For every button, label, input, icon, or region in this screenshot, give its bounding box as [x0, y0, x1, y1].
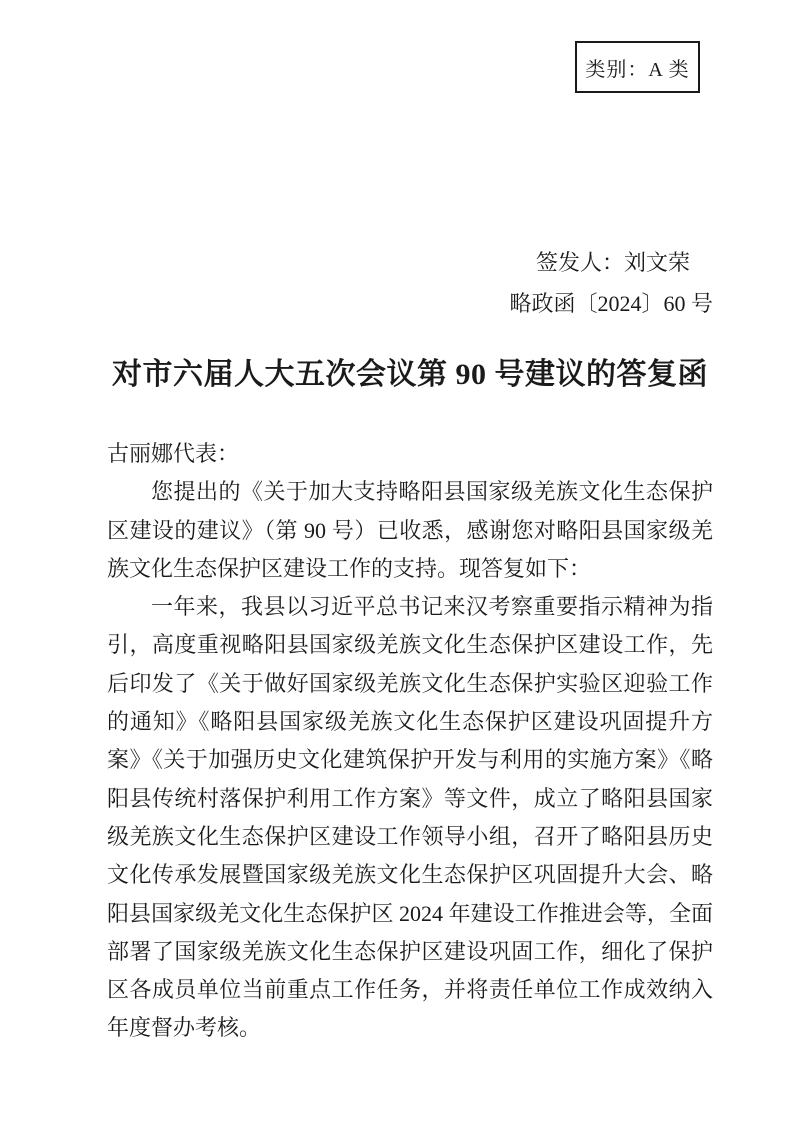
- paragraph-1: 您提出的《关于加大支持略阳县国家级羌族文化生态保护区建设的建议》（第 90 号）已收悉，感谢您对略阳县国家级羌族文化生态保护区建设工作的支持。现答复如下：: [107, 479, 713, 581]
- category-label: 类别：A 类: [585, 58, 690, 81]
- salutation: 古丽娜代表：: [107, 441, 240, 466]
- category-box: [575, 41, 700, 93]
- doc-body: [107, 435, 713, 1048]
- paragraph-2: 一年来，我县以习近平总书记来汉考察重要指示精神为指引，高度重视略阳县国家级羌族文化生态保护区建设工作，先后印发了《关于做好国家级羌族文化生态保护实验区迎验工作的通知》《略阳县国家级羌族文化生态保护区建设巩固提升方案》《关于加强历史文化建筑保护开发与利用的实施方案》《略阳县传统村落保护利用工作方案》等文件，成立了略阳县国家级羌族文化生态保护区建设工作领导小组，召开了略阳县历史文化传承发展暨国家级羌族文化生态保护区巩固提升大会、略阳县国家级羌文化生态保护区 2024 年建设工作推进会等，全面部署了国家级羌族文化生态保护区建设巩固工作，细化了保护区各成员单位当前重点工作任务，并将责任单位工作成效纳入年度督办考核。: [107, 594, 713, 1041]
- issuer-line: 签发人：刘文荣: [535, 250, 690, 275]
- doc-title: 对市六届人大五次会议第 90 号建议的答复函: [112, 358, 708, 391]
- doc-number: 略政函〔2024〕60 号: [509, 291, 713, 316]
